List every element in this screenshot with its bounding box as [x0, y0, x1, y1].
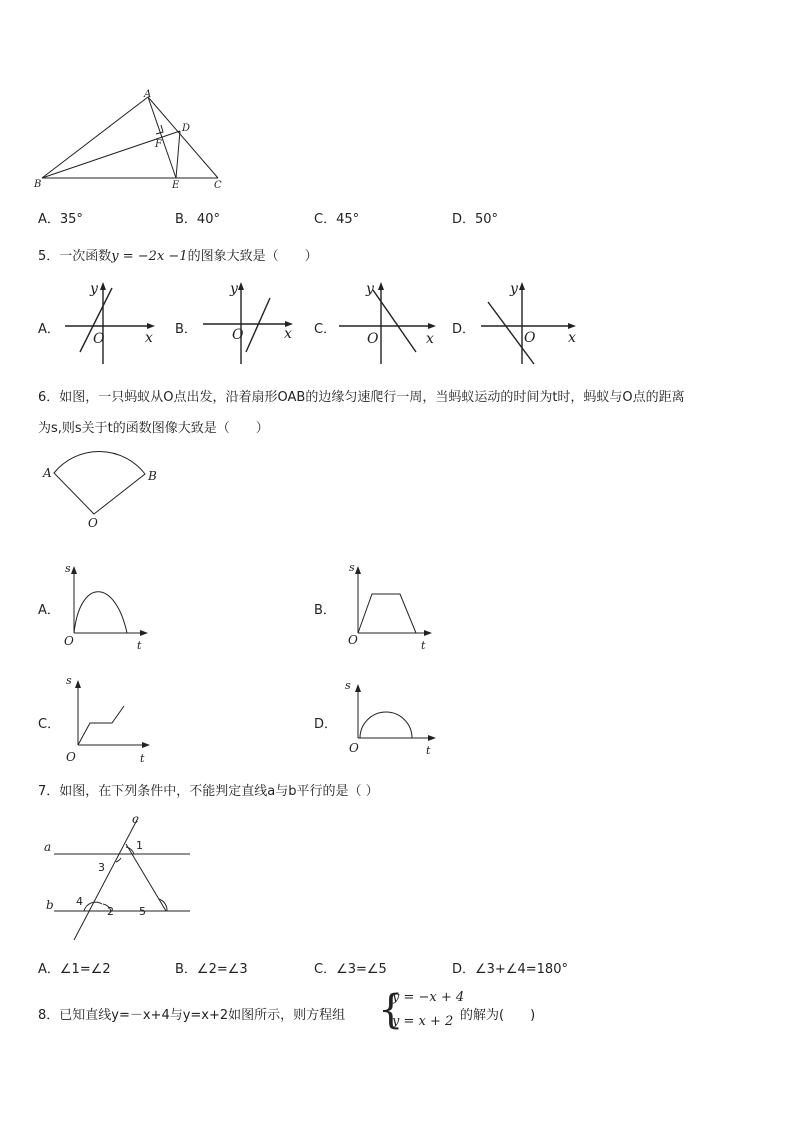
axis-s-label: s — [345, 679, 351, 692]
q5-option-a[interactable]: A． — [38, 322, 60, 337]
angle-3-label: 3 — [98, 861, 105, 874]
label-b: B — [148, 469, 157, 483]
axis-x-label: x — [426, 331, 434, 347]
axis-s-label: s — [65, 562, 71, 575]
sector-oab — [54, 451, 145, 514]
axis-y-label: y — [366, 281, 374, 297]
q4-option-c[interactable]: C．45° — [314, 212, 360, 227]
axis-y-label: y — [510, 281, 518, 297]
angle-1-label: 1 — [136, 839, 143, 852]
axis-s-label: s — [66, 674, 72, 687]
q6-graph-a — [60, 558, 155, 653]
axis-t-label: t — [426, 744, 431, 757]
q4-option-d[interactable]: D．50° — [452, 212, 499, 227]
q5-option-b[interactable]: B． — [175, 322, 197, 337]
q5-stem-suffix: 的图象大致是（ ） — [187, 249, 318, 264]
angle-5-label: 5 — [139, 905, 146, 918]
q6-sector-figure — [38, 448, 168, 533]
q6-option-c[interactable]: C． — [38, 717, 61, 732]
function-line — [246, 298, 270, 352]
q7-option-d[interactable]: D．∠3+∠4=180° — [452, 962, 568, 977]
q6-stem-line1: 6．如图，一只蚂蚁从O点出发，沿着扇形OAB的边缘匀速爬行一周，当蚂蚁运动的时间为t时，蚂蚁与O点的距离 — [38, 390, 685, 405]
q4-option-b[interactable]: B．40° — [175, 212, 220, 227]
axis-x-label: x — [145, 330, 153, 346]
q7-option-b[interactable]: B．∠2=∠3 — [175, 962, 248, 977]
segment-ab — [42, 97, 148, 178]
q5-graph-c — [336, 276, 441, 366]
label-a: a — [44, 840, 52, 854]
origin-label: O — [66, 750, 76, 764]
axis-t-label: t — [137, 639, 142, 652]
q8-equation-1: y = −x + 4 — [392, 990, 465, 1005]
q5-stem — [38, 245, 318, 264]
axis-x-label: x — [568, 330, 576, 346]
curve — [74, 592, 127, 633]
q8-equation-2: y = x + 2 — [392, 1014, 454, 1029]
q5-formula: y = −2x −1 — [111, 249, 188, 264]
q4-option-a[interactable]: A．35° — [38, 212, 83, 227]
q4-triangle-figure — [30, 88, 230, 193]
label-a: A — [144, 89, 152, 100]
label-b: b — [46, 898, 54, 912]
q6-stem-line2: 为s,则s关于t的函数图像大致是（ ） — [38, 421, 269, 436]
label-c: c — [132, 812, 139, 826]
segment-ac — [148, 97, 218, 178]
origin-label: O — [367, 331, 379, 347]
axis-s-label: s — [349, 561, 355, 574]
q6-graph-d — [342, 672, 442, 762]
q7-parallel-lines-figure — [38, 808, 203, 948]
label-c: C — [214, 180, 222, 191]
origin-label: O — [93, 331, 105, 347]
q6-graph-c — [62, 670, 157, 765]
origin-label: O — [348, 633, 358, 647]
q6-option-a[interactable]: A． — [38, 603, 60, 618]
angle-4-label: 4 — [76, 895, 83, 908]
label-d: D — [182, 123, 191, 134]
q8-stem-prefix: 8．已知直线y=－x+4与y=x+2如图所示，则方程组 — [38, 1008, 346, 1023]
curve — [358, 594, 416, 633]
axis-t-label: t — [140, 752, 145, 765]
q8-stem-suffix: 的解为( ) — [460, 1008, 536, 1023]
origin-label: O — [349, 741, 359, 755]
q7-option-a[interactable]: A．∠1=∠2 — [38, 962, 111, 977]
q7-stem: 7．如图，在下列条件中，不能判定直线a与b平行的是（ ） — [38, 784, 379, 799]
label-e: E — [172, 180, 180, 191]
axis-y-label: y — [230, 281, 238, 297]
label-b: B — [34, 179, 42, 190]
q8-brace: { — [378, 987, 404, 1033]
origin-label: O — [524, 330, 536, 346]
axis-t-label: t — [421, 639, 426, 652]
segment-de — [176, 131, 180, 178]
label-a: A — [43, 466, 52, 480]
q7-option-c[interactable]: C．∠3=∠5 — [314, 962, 387, 977]
angle-2-label: 2 — [107, 905, 114, 918]
label-f: F — [155, 139, 162, 150]
q6-option-d[interactable]: D． — [314, 717, 338, 732]
axis-x-label: x — [284, 326, 292, 342]
origin-label: O — [64, 634, 74, 648]
segment-ae — [148, 97, 176, 178]
q6-graph-b — [342, 558, 437, 653]
q5-stem-prefix: 5．一次函数 — [38, 249, 112, 264]
q6-option-b[interactable]: B． — [314, 603, 336, 618]
label-o: O — [88, 516, 98, 530]
curve — [360, 712, 412, 738]
line-c — [74, 818, 138, 940]
origin-label: O — [232, 327, 244, 343]
q5-graph-d — [476, 276, 581, 366]
curve — [78, 706, 124, 745]
axis-y-label: y — [90, 281, 98, 297]
function-line — [373, 290, 416, 352]
q5-option-c[interactable]: C． — [314, 322, 337, 337]
q5-graph-b — [198, 276, 303, 366]
q5-option-d[interactable]: D． — [452, 322, 476, 337]
q5-graph-a — [60, 276, 165, 366]
